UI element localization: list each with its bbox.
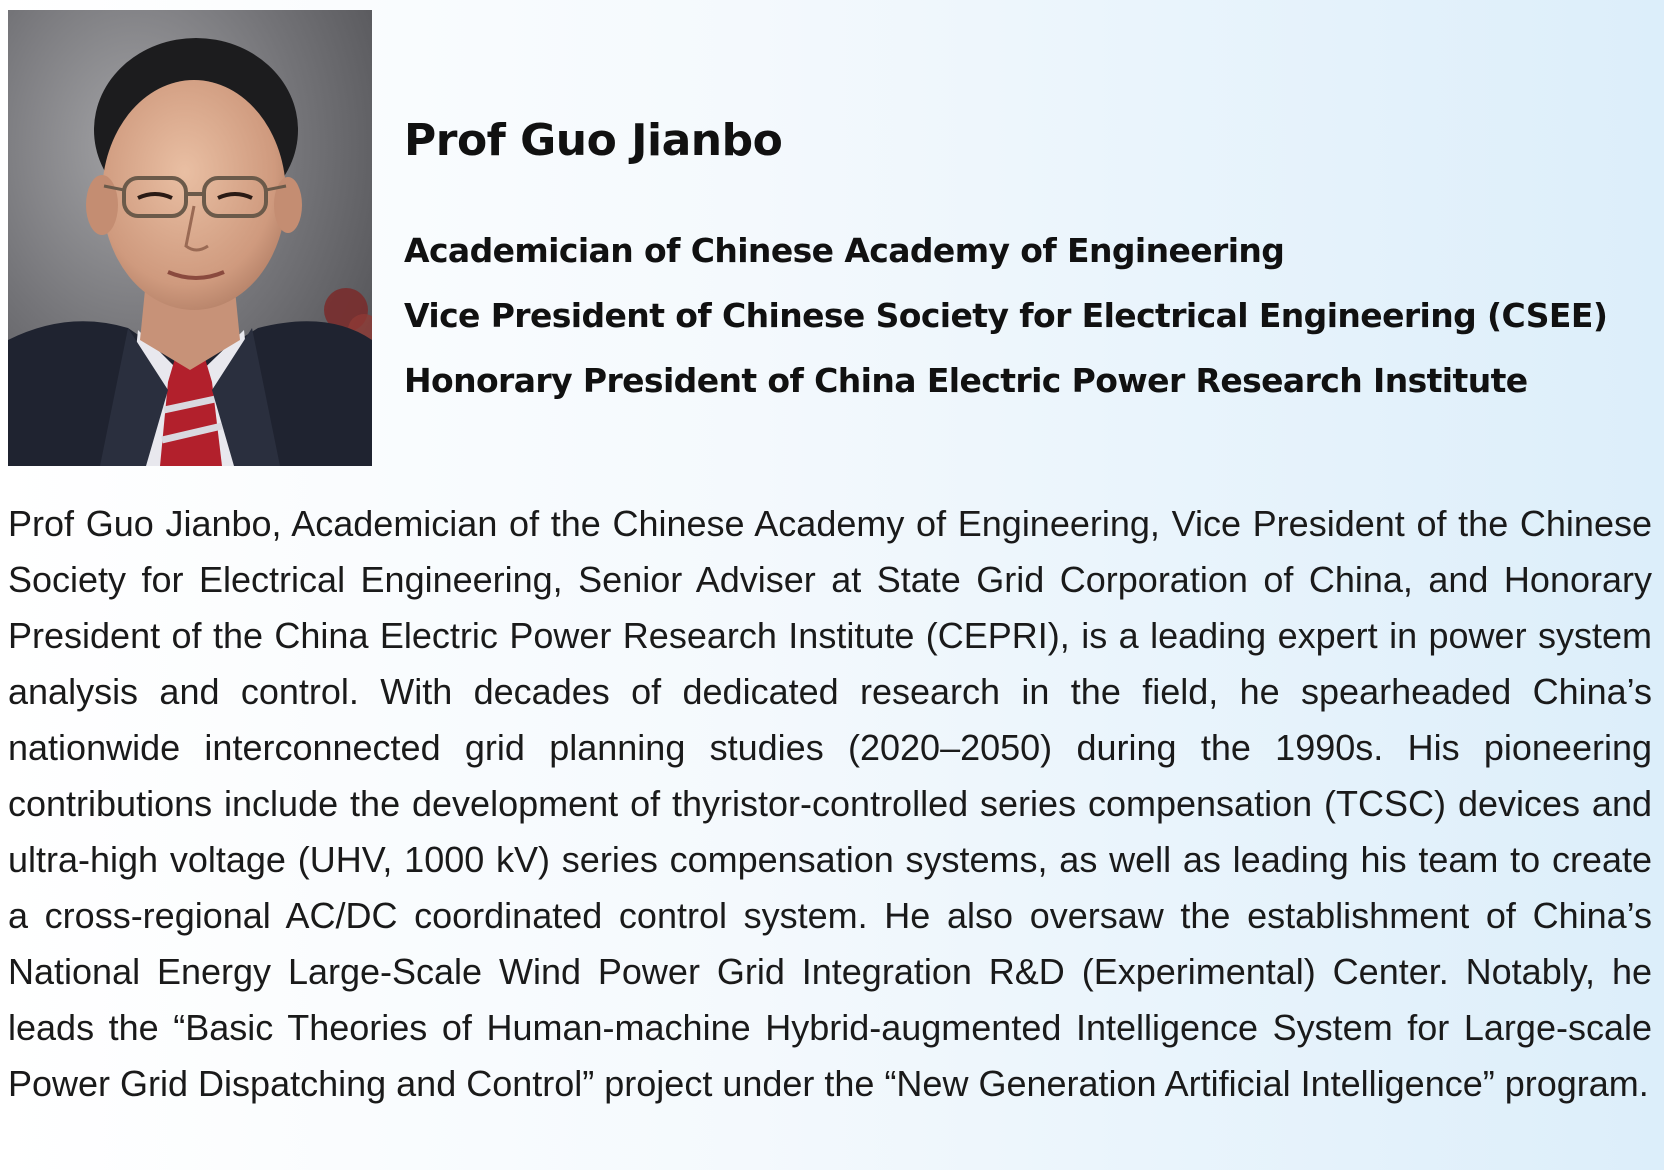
- titles-list: [404, 218, 1644, 413]
- biography-paragraph: Prof Guo Jianbo, Academician of the Chinese Academy of Engineering, Vice President of the Chinese Society for Electrical Engineering, Senior Adviser at State Grid Corporation of China, and Honorary President of the China Electric Power Research Institute (CEPRI), is a leading expert in power system analysis and control. With decades of dedicated research in the field, he spearheaded China’s nationwide interconnected grid planning studies (2020–2050) during the 1990s. His pioneering contributions include the development of thyristor-controlled series compensation (TCSC) devices and ultra-high voltage (UHV, 1000 kV) series compensation systems, as well as leading his team to create a cross-regional AC/DC coordinated control system. He also oversaw the establishment of China’s National Energy Large-Scale Wind Power Grid Integration R&D (Experimental) Center. Notably, he leads the “Basic Theories of Human-machine Hybrid-augmented Intelligence System for Large-scale Power Grid Dispatching and Control” project under the “New Generation Artificial Intelligence” program.: [8, 503, 1652, 1104]
- person-name: Prof Guo Jianbo: [404, 115, 783, 166]
- title-line-vice-president: Vice President of Chinese Society for Electrical Engineering (CSEE): [404, 296, 1608, 335]
- title-line-academician: Academician of Chinese Academy of Engineering: [404, 231, 1285, 270]
- portrait-photo: [8, 10, 372, 466]
- portrait-illustration: [8, 10, 372, 466]
- header-block: [404, 110, 1644, 413]
- title-line-honorary-president: Honorary President of China Electric Power Research Institute: [404, 361, 1528, 400]
